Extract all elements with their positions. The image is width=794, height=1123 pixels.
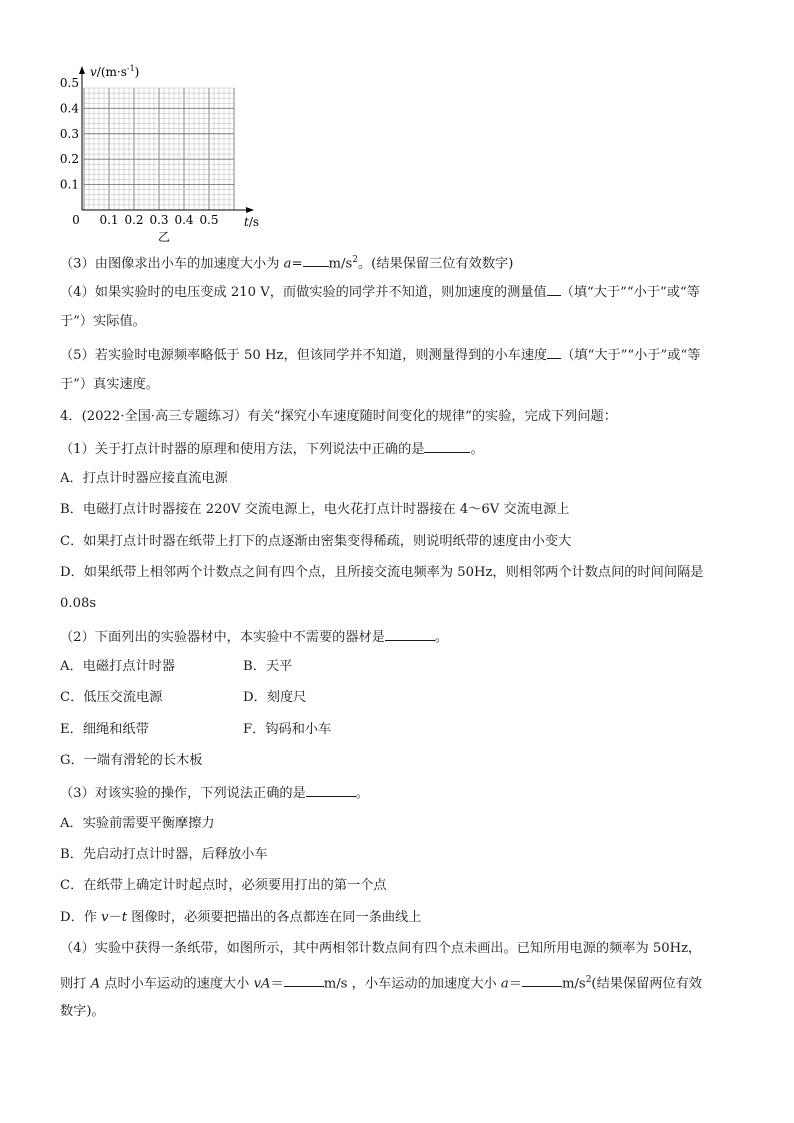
- p4-s3-answer-blank[interactable]: [306, 782, 356, 797]
- graph-caption: 乙: [157, 230, 171, 244]
- x-tick-label: 0.4: [174, 213, 194, 227]
- p4-s2-option-b: B．天平: [243, 659, 293, 674]
- p4-s2-option-a: A．电磁打点计时器: [60, 659, 176, 674]
- p4-s4-line-2: 则打 A 点时小车运动的速度大小 vA＝ m/s ，小车运动的加速度大小 $a= m/s^2$(结果保留两位有效: [60, 970, 702, 994]
- p4-s3-option-a: A．实验前需要平衡摩擦力: [60, 816, 215, 831]
- p4-s2-option-f: F．钩码和小车: [243, 722, 332, 737]
- p4-s3-stem: （3）对该实验的操作，下列说法正确的是 。: [60, 782, 369, 804]
- q4-answer-blank[interactable]: [547, 281, 561, 296]
- velocity-time-graph: [54, 58, 274, 248]
- p4-s4-velocity-blank[interactable]: [284, 972, 324, 987]
- p4-s2-option-d: D．刻度尺: [243, 690, 307, 705]
- p4-s1-answer-blank[interactable]: [424, 438, 470, 453]
- q4-line-1: （4）如果实验时的电压变成 210 V，而做实验的同学并不知道，则加速度的测量值 （填“大于”“小于”或“等: [60, 281, 700, 303]
- p4-s3-option-d: D．作 v－t 图像时，必须要把描出的各点都连在同一条曲线上: [60, 910, 422, 925]
- p4-s2-stem: （2）下面列出的实验器材中，本实验中不需要的器材是 。: [60, 626, 448, 648]
- p4-s1-stem: （1）关于打点计时器的原理和使用方法，下列说法中正确的是 。: [60, 438, 484, 460]
- y-tick-label: 0.1: [59, 177, 79, 192]
- problem-4-title: 4．(2022·全国·高三专题练习）有关“探究小车速度随时间变化的规律”的实验，完成下列问题：: [60, 409, 617, 424]
- q5-answer-blank[interactable]: [547, 344, 561, 359]
- p4-s1-option-d-line-2: 0.08s: [60, 596, 97, 611]
- p4-s1-option-b: B．电磁打点计时器接在 220V 交流电源上，电火花打点计时器接在 4～6V 交流电源上: [60, 502, 570, 517]
- p4-s4-acceleration-blank[interactable]: [522, 972, 562, 987]
- x-tick-label: 0.5: [199, 213, 219, 227]
- p4-s2-answer-blank[interactable]: [385, 626, 435, 641]
- q4-line-2: 于”）实际值。: [60, 314, 146, 329]
- p4-s2-option-g: G．一端有滑轮的长木板: [60, 753, 203, 768]
- y-tick-label: 0.5: [59, 75, 79, 90]
- p4-s2-option-c: C．低压交流电源: [60, 690, 163, 705]
- x-tick-labels: [99, 213, 218, 227]
- y-tick-label: 0.2: [59, 152, 79, 167]
- graph-grid: [84, 88, 234, 210]
- p4-s4-line-1: （4）实验中获得一条纸带，如图所示，其中两相邻计数点间有四个点未画出。已知所用电源的频率为 50Hz，: [60, 941, 702, 956]
- y-axis-label: $v/(m\cdot s^{-1})$: [90, 64, 140, 79]
- p4-s3-option-c: C．在纸带上确定计时起点时，必须要用打出的第一个点: [60, 878, 387, 893]
- p4-s4-line-3: 数字)。: [60, 1004, 105, 1019]
- y-tick-label: 0.3: [59, 126, 79, 141]
- p4-s2-row-3: [60, 720, 460, 740]
- p4-s2-row-1: [60, 657, 460, 677]
- x-axis-label: t/s: [244, 215, 260, 229]
- x-tick-label: 0.2: [124, 213, 144, 227]
- x-axis-arrow: [246, 207, 254, 213]
- origin-label: 0: [72, 213, 80, 227]
- q5-line-1: （5）若实验时电源频率略低于 50 Hz，但该同学并不知道，则测量得到的小车速度 （填“大于”“小于”或“等: [60, 344, 700, 366]
- p4-s3-option-b: B．先启动打点计时器，后释放小车: [60, 847, 268, 862]
- p4-s1-option-a: A．打点计时器应接直流电源: [60, 471, 228, 486]
- p4-s1-option-d-line-1: D．如果纸带上相邻两个计数点之间有四个点，且所接交流电频率为 50Hz，则相邻两个计数点间的时间间隔是: [60, 565, 704, 580]
- graph-canvas: [54, 58, 274, 248]
- p4-s2-row-2: [60, 688, 460, 708]
- p4-s1-option-c: C．如果打点计时器在纸带上打下的点逐渐由密集变得稀疏，则说明纸带的速度由小变大: [60, 534, 572, 549]
- q3-line: （3）由图像求出小车的加速度大小为 $a= m/s^2$。(结果保留三位有效数字): [60, 250, 513, 274]
- x-tick-label: 0.3: [149, 213, 169, 227]
- q3-answer-blank[interactable]: [303, 252, 329, 267]
- x-tick-label: 0.1: [99, 213, 119, 227]
- y-axis-arrow: [79, 66, 85, 74]
- y-tick-label: 0.4: [59, 101, 79, 116]
- y-tick-labels: [60, 76, 79, 192]
- p4-s2-option-e: E．细绳和纸带: [60, 722, 149, 737]
- q5-line-2: 于”）真实速度。: [60, 377, 160, 392]
